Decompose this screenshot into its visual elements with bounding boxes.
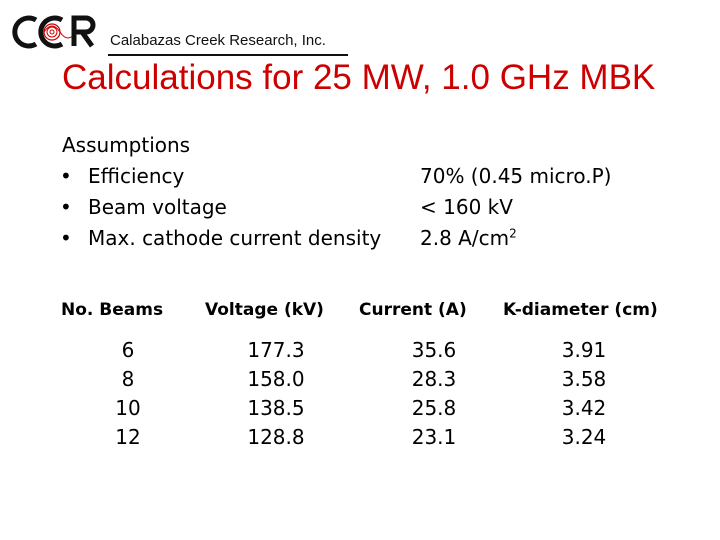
table-cell: 12 [115, 425, 141, 449]
assumption-label: Efficiency [88, 164, 185, 188]
bullet-icon: • [60, 164, 72, 188]
table-cell: 6 [121, 338, 135, 362]
assumption-row [60, 160, 612, 191]
table-cell: 3.91 [561, 338, 607, 362]
header-k-diameter: K-diameter (cm) [503, 300, 658, 320]
assumption-row [60, 191, 513, 222]
assumptions-block [60, 129, 612, 253]
superscript: 2 [509, 226, 517, 241]
table-cell: 158.0 [247, 367, 305, 391]
ccr-logo-mark [12, 10, 102, 54]
slide-title: Calculations for 25 MW, 1.0 GHz MBK [62, 58, 656, 97]
table-cell: 138.5 [247, 396, 305, 420]
table-cell: 128.8 [247, 425, 305, 449]
bullet-icon: • [60, 226, 72, 250]
header-voltage: Voltage (kV) [205, 300, 324, 320]
assumptions-heading: Assumptions [62, 133, 191, 157]
company-logo [12, 10, 342, 54]
bullet-icon: • [60, 195, 72, 219]
table-cell: 28.3 [411, 367, 457, 391]
table-cell: 10 [115, 396, 141, 420]
assumption-value: 2.8 $A/cm^2$ [420, 226, 517, 250]
table-cell: 35.6 [411, 338, 457, 362]
table-cell: 25.8 [411, 396, 457, 420]
column-no-beams [98, 336, 158, 452]
assumption-value: < 160 kV [420, 195, 513, 219]
table-cell: 23.1 [411, 425, 457, 449]
column-current [394, 336, 474, 452]
table-cell: 177.3 [247, 338, 305, 362]
assumption-row [60, 222, 517, 253]
company-name: Calabazas Creek Research, Inc. [110, 32, 326, 49]
column-voltage [236, 336, 316, 452]
header-current: Current (A) [359, 300, 467, 320]
assumption-label: Max. cathode current density [88, 226, 382, 250]
column-k-diameter [544, 336, 624, 452]
table-cell: 8 [121, 367, 135, 391]
table-cell: 3.24 [561, 425, 607, 449]
table-cell: 3.58 [561, 367, 607, 391]
assumption-label: Beam voltage [88, 195, 227, 219]
table-cell: 3.42 [561, 396, 607, 420]
header-no-beams: No. Beams [61, 300, 164, 320]
assumption-value: 70% (0.45 micro.P) [420, 164, 612, 188]
logo-underline [108, 54, 348, 56]
